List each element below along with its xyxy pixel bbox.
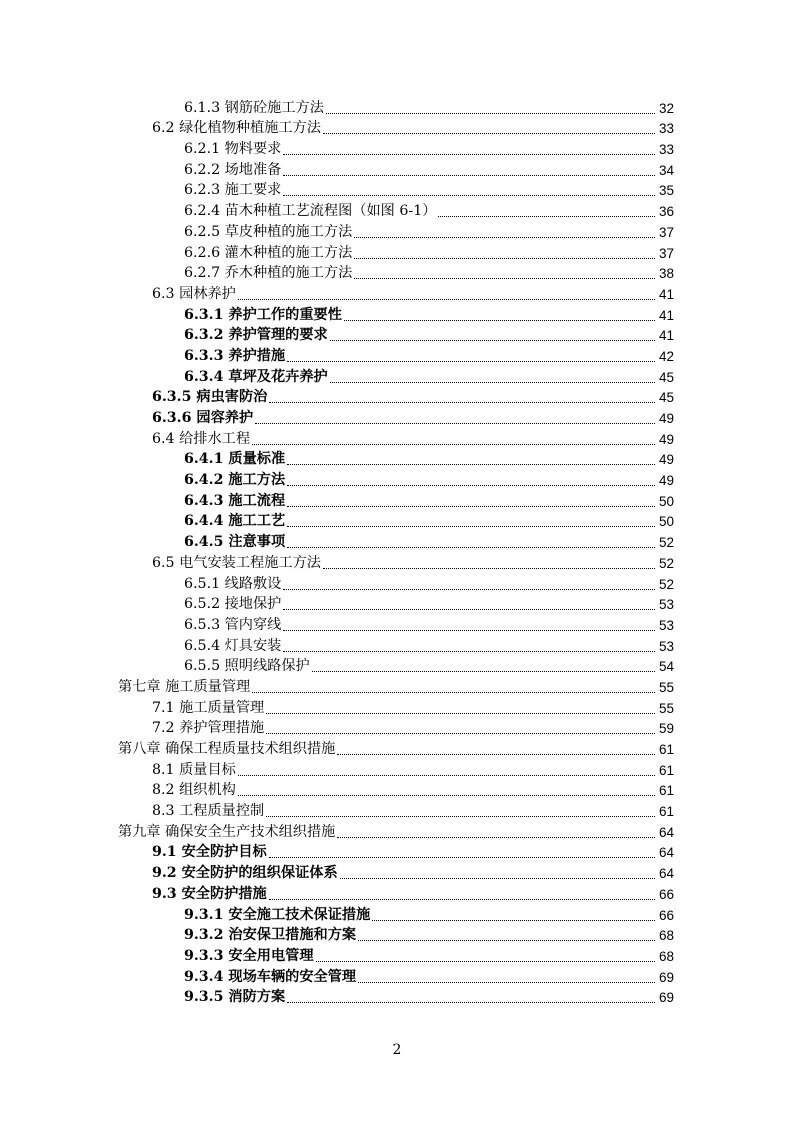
toc-entry-title: 6.4.3 施工流程 xyxy=(184,492,286,509)
dot-leader xyxy=(255,423,655,424)
toc-entry[interactable] xyxy=(0,117,794,138)
dot-leader xyxy=(283,154,655,155)
dot-leader xyxy=(283,609,655,610)
toc-entry-title: 9.3.5 消防方案 xyxy=(184,989,286,1006)
toc-entry-title: 8.1 质量目标 xyxy=(152,761,236,778)
dot-leader xyxy=(269,857,655,858)
dot-leader xyxy=(269,402,655,403)
toc-entry[interactable] xyxy=(0,696,794,717)
dot-leader xyxy=(252,692,655,693)
toc-entry-page: 53 xyxy=(658,638,674,654)
toc-entry[interactable] xyxy=(0,593,794,614)
toc-entry-title: 6.4.1 质量标准 xyxy=(184,451,286,468)
dot-leader xyxy=(283,630,655,631)
toc-entry-title: 6.5.5 照明线路保护 xyxy=(184,658,310,675)
dot-leader xyxy=(330,340,655,341)
toc-entry[interactable] xyxy=(0,489,794,510)
toc-entry[interactable] xyxy=(0,572,794,593)
dot-leader xyxy=(287,464,655,465)
toc-entry-page: 50 xyxy=(658,493,674,509)
toc-entry[interactable] xyxy=(0,882,794,903)
toc-entry[interactable] xyxy=(0,179,794,200)
dot-leader xyxy=(358,940,655,941)
toc-entry[interactable] xyxy=(0,944,794,965)
toc-entry-title: 第七章 施工质量管理 xyxy=(118,678,251,695)
page-number: 2 xyxy=(392,1042,402,1058)
toc-entry-page: 45 xyxy=(658,369,674,385)
toc-entry-page: 52 xyxy=(658,576,674,592)
toc-entry-title: 6.2.3 施工要求 xyxy=(184,182,282,199)
toc-entry-page: 64 xyxy=(658,845,674,861)
toc-entry[interactable] xyxy=(0,158,794,179)
toc-entry-page: 33 xyxy=(658,142,674,158)
toc-entry-title: 6.3.1 养护工作的重要性 xyxy=(184,306,342,323)
toc-entry-title: 6.3.3 养护措施 xyxy=(184,347,286,364)
toc-entry-page: 54 xyxy=(658,659,674,675)
toc-entry-title: 7.2 养护管理措施 xyxy=(152,720,265,737)
dot-leader xyxy=(283,589,655,590)
toc-entry-page: 53 xyxy=(658,617,674,633)
toc-entry-page: 37 xyxy=(658,245,674,261)
dot-leader xyxy=(340,878,655,879)
dot-leader xyxy=(266,816,655,817)
toc-entry-page: 61 xyxy=(658,804,674,820)
toc-entry-page: 64 xyxy=(658,824,674,840)
toc-entry[interactable] xyxy=(0,634,794,655)
dot-leader xyxy=(266,733,655,734)
dot-leader xyxy=(283,195,655,196)
dot-leader xyxy=(283,651,655,652)
toc-entry-page: 45 xyxy=(658,390,674,406)
toc-entry[interactable] xyxy=(0,96,794,117)
toc-entry[interactable] xyxy=(0,861,794,882)
dot-leader xyxy=(287,485,655,486)
toc-entry-page: 61 xyxy=(658,742,674,757)
toc-entry-page: 52 xyxy=(658,535,674,551)
dot-leader xyxy=(238,795,655,796)
toc-entry-title: 6.5.3 管内穿线 xyxy=(184,616,282,633)
dot-leader xyxy=(354,278,655,279)
toc-entry-title: 9.3.4 现场车辆的安全管理 xyxy=(184,968,357,985)
toc-entry-title: 9.1 安全防护目标 xyxy=(152,844,267,861)
toc-entry-title: 6.2.4 苗木种植工艺流程图（如图 6-1） xyxy=(184,203,437,220)
toc-entry-title: 6.3 园林养护 xyxy=(152,285,236,302)
toc-entry-title: 6.5.4 灯具安装 xyxy=(184,637,282,654)
dot-leader xyxy=(354,258,655,259)
toc-entry[interactable] xyxy=(0,303,794,324)
dot-leader xyxy=(323,568,655,569)
toc-entry[interactable] xyxy=(0,655,794,676)
dot-leader xyxy=(287,361,655,362)
toc-entry-title: 9.3.1 安全施工技术保证措施 xyxy=(184,906,371,923)
dot-leader xyxy=(238,299,655,300)
dot-leader xyxy=(358,982,655,983)
toc-entry[interactable] xyxy=(0,965,794,986)
dot-leader xyxy=(337,754,655,755)
toc-entry-title: 6.4 给排水工程 xyxy=(152,430,251,447)
toc-entry-page: 50 xyxy=(658,514,674,530)
toc-entry-title: 8.3 工程质量控制 xyxy=(152,803,265,820)
toc-entry-title: 6.2.2 场地准备 xyxy=(184,161,282,178)
toc-entry-page: 33 xyxy=(658,121,674,137)
toc-entry[interactable] xyxy=(0,220,794,241)
toc-entry-title: 6.5 电气安装工程施工方法 xyxy=(152,554,321,571)
toc-entry-page: 41 xyxy=(658,328,674,344)
dot-leader xyxy=(252,444,655,445)
dot-leader xyxy=(323,133,655,134)
toc-entry[interactable] xyxy=(0,903,794,924)
toc-entry-title: 6.4.2 施工方法 xyxy=(184,472,286,489)
toc-entry[interactable] xyxy=(0,613,794,634)
toc-entry-title: 6.3.4 草坪及花卉养护 xyxy=(184,368,328,385)
toc-entry-page: 37 xyxy=(658,224,674,240)
toc-entry-page: 49 xyxy=(658,473,674,489)
toc-entry-page: 42 xyxy=(658,348,674,364)
toc-entry-page: 68 xyxy=(658,948,674,964)
toc-entry-title: 6.4.5 注意事项 xyxy=(184,534,286,551)
toc-entry[interactable] xyxy=(0,841,794,862)
toc-entry-title: 第九章 确保安全生产技术组织措施 xyxy=(118,823,336,840)
toc-entry[interactable] xyxy=(0,468,794,489)
toc-entry-page: 59 xyxy=(658,721,674,737)
toc-entry-page: 61 xyxy=(658,762,674,778)
toc-entry-page: 49 xyxy=(658,411,674,426)
toc-entry-title: 9.2 安全防护的组织保证体系 xyxy=(152,865,338,882)
dot-leader xyxy=(287,526,655,527)
toc-entry-page: 61 xyxy=(658,783,674,799)
toc-entry[interactable] xyxy=(0,427,794,448)
toc-entry-page: 49 xyxy=(658,431,674,447)
toc-entry-page: 41 xyxy=(658,286,674,302)
toc-entry-page: 55 xyxy=(658,679,674,695)
toc-entry-title: 6.5.2 接地保护 xyxy=(184,596,282,613)
toc-entry-title: 6.1.3 钢筋砼施工方法 xyxy=(184,99,324,116)
toc-entry-title: 6.2 绿化植物种植施工方法 xyxy=(152,120,321,137)
dot-leader xyxy=(283,175,655,176)
toc-entry-page: 69 xyxy=(658,990,674,1006)
dot-leader xyxy=(326,113,655,114)
toc-entry-title: 第八章 确保工程质量技术组织措施 xyxy=(118,741,336,757)
toc-entry[interactable] xyxy=(0,530,794,551)
dot-leader xyxy=(316,961,655,962)
toc-entry-page: 32 xyxy=(658,100,674,116)
toc-entry[interactable] xyxy=(0,241,794,262)
toc-entry[interactable] xyxy=(0,324,794,345)
dot-leader xyxy=(354,237,655,238)
toc-entry[interactable] xyxy=(0,758,794,779)
toc-entry[interactable] xyxy=(0,924,794,945)
toc-entry-page: 34 xyxy=(658,162,674,178)
toc-entry[interactable] xyxy=(0,406,794,427)
toc-entry[interactable] xyxy=(0,137,794,158)
toc-entry[interactable] xyxy=(0,365,794,386)
toc-entry[interactable] xyxy=(0,282,794,303)
dot-leader xyxy=(337,837,655,838)
toc-entry-page: 64 xyxy=(658,866,674,882)
toc-entry[interactable] xyxy=(0,199,794,220)
dot-leader xyxy=(287,506,655,507)
toc-entry-page: 52 xyxy=(658,555,674,571)
toc-entry-title: 6.2.5 草皮种植的施工方法 xyxy=(184,223,353,240)
dot-leader xyxy=(266,713,655,714)
toc-entry[interactable] xyxy=(0,262,794,283)
toc-entry[interactable] xyxy=(0,344,794,365)
toc-entry-title: 6.4.4 施工工艺 xyxy=(184,513,286,530)
toc-entry[interactable] xyxy=(0,717,794,738)
toc-entry[interactable] xyxy=(0,510,794,531)
toc-entry-page: 38 xyxy=(658,266,674,282)
toc-entry[interactable] xyxy=(0,386,794,407)
toc-entry-page: 53 xyxy=(658,597,674,613)
toc-entry-title: 7.1 施工质量管理 xyxy=(152,699,265,716)
toc-entry-page: 69 xyxy=(658,969,674,985)
toc-entry-title: 8.2 组织机构 xyxy=(152,782,236,799)
toc-entry-title: 9.3.2 治安保卫措施和方案 xyxy=(184,927,357,944)
toc-entry-title: 9.3 安全防护措施 xyxy=(152,885,267,902)
dot-leader xyxy=(344,320,655,321)
dot-leader xyxy=(372,920,655,921)
toc-entry-title: 6.3.5 病虫害防治 xyxy=(152,389,268,406)
dot-leader xyxy=(312,671,655,672)
toc-entry[interactable] xyxy=(0,799,794,820)
toc-entry-page: 68 xyxy=(658,928,674,944)
toc-entry-title: 6.5.1 线路敷设 xyxy=(184,575,282,592)
dot-leader xyxy=(287,1002,655,1003)
toc-entry-page: 49 xyxy=(658,452,674,468)
toc-entry-title: 6.2.1 物料要求 xyxy=(184,141,282,158)
toc-entry-title: 6.3.2 养护管理的要求 xyxy=(184,327,328,344)
toc-entry-page: 66 xyxy=(658,886,674,902)
toc-entry[interactable] xyxy=(0,448,794,469)
toc-entry[interactable] xyxy=(0,986,794,1007)
dot-leader xyxy=(330,382,655,383)
toc-entry[interactable] xyxy=(0,675,794,696)
toc-entry[interactable] xyxy=(0,820,794,841)
toc-entry-page: 55 xyxy=(658,700,674,716)
toc-entry-title: 6.3.6 园容养护 xyxy=(152,410,254,426)
dot-leader xyxy=(287,547,655,548)
toc-entry[interactable] xyxy=(0,779,794,800)
table-of-contents xyxy=(0,96,794,1006)
toc-entry-title: 6.2.6 灌木种植的施工方法 xyxy=(184,244,353,261)
toc-entry-page: 35 xyxy=(658,183,674,199)
dot-leader xyxy=(438,216,655,217)
toc-entry-page: 66 xyxy=(658,907,674,923)
dot-leader xyxy=(269,899,655,900)
toc-entry[interactable] xyxy=(0,737,794,758)
toc-entry-title: 9.3.3 安全用电管理 xyxy=(184,947,314,964)
toc-entry[interactable] xyxy=(0,551,794,572)
toc-entry-page: 36 xyxy=(658,204,674,220)
dot-leader xyxy=(238,775,655,776)
toc-entry-title: 6.2.7 乔木种植的施工方法 xyxy=(184,265,353,282)
toc-entry-page: 41 xyxy=(658,307,674,323)
